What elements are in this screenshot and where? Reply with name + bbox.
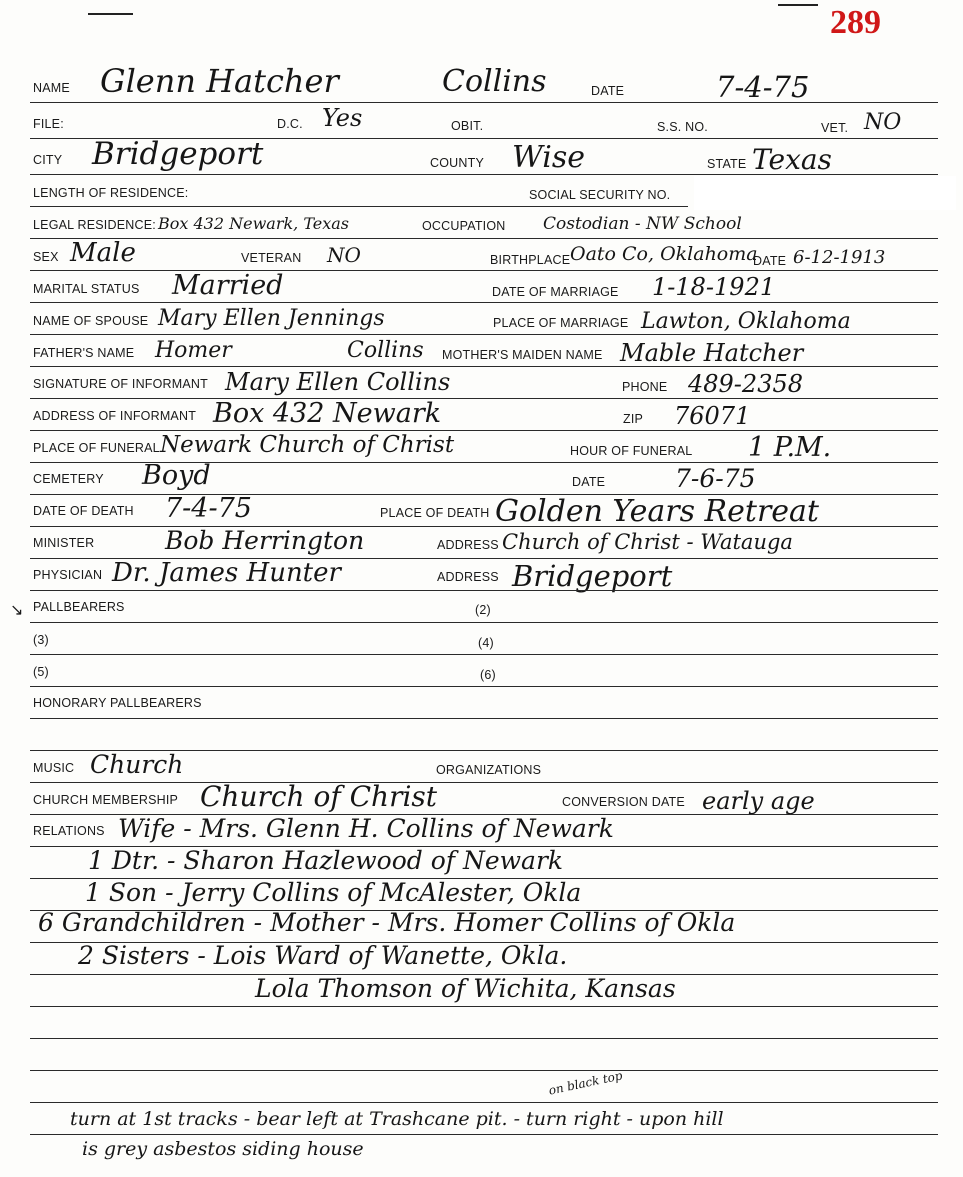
mother-value: Mable Hatcher [620, 339, 804, 367]
marital-status-label: MARITAL STATUS [33, 282, 140, 296]
funeral-hour-label: HOUR OF FUNERAL [570, 444, 693, 458]
church-membership-label: CHURCH MEMBERSHIP [33, 793, 179, 807]
minister-address-value: Church of Christ - Watauga [502, 530, 793, 554]
minister-value: Bob Herrington [165, 526, 365, 555]
date-of-death-label: DATE OF DEATH [33, 504, 134, 518]
birthplace-label: BIRTHPLACE [490, 253, 571, 267]
informant-address-value: Box 432 Newark [213, 398, 442, 429]
relation-line-2: 1 Dtr. - Sharon Hazlewood of Newark [88, 846, 564, 875]
zip-value: 76071 [674, 402, 751, 430]
phone-value: 489-2358 [688, 370, 803, 398]
rule-signature [30, 398, 938, 399]
informant-address-label: ADDRESS OF INFORMANT [33, 409, 197, 423]
rule-pall3 [30, 686, 938, 687]
father-first: Homer [155, 338, 232, 363]
rule-rel6 [30, 1006, 938, 1007]
informant-signature-value: Mary Ellen Collins [225, 368, 451, 396]
pallbearer-5: (5) [33, 665, 49, 679]
rule-spouse [30, 334, 938, 335]
city-label: CITY [33, 153, 63, 167]
rule-honorary [30, 718, 938, 719]
rule-sex [30, 270, 938, 271]
page-number: 289 [830, 4, 881, 41]
rule-blank3 [30, 1070, 938, 1071]
rule-city [30, 174, 938, 175]
conversion-date-label: CONVERSION DATE [562, 795, 685, 809]
pallbearer-2: (2) [475, 603, 491, 617]
place-of-death-label: PLACE OF DEATH [380, 506, 490, 520]
physician-label: PHYSICIAN [33, 568, 103, 582]
date-of-marriage-value: 1-18-1921 [652, 273, 776, 301]
state-label: STATE [707, 157, 747, 171]
relation-line-3: 1 Son - Jerry Collins of McAlester, Okla [85, 878, 582, 907]
informant-signature-label: SIGNATURE OF INFORMANT [33, 377, 208, 391]
relation-line-6: Lola Thomson of Wichita, Kansas [255, 974, 676, 1003]
date-of-marriage-label: DATE OF MARRIAGE [492, 285, 619, 299]
rule-parents [30, 366, 938, 367]
phone-label: PHONE [622, 380, 668, 394]
date-of-death-value: 7-4-75 [165, 493, 252, 524]
place-of-death-value: Golden Years Retreat [495, 494, 819, 529]
rule-name [30, 102, 938, 103]
name-value: Glenn Hatcher [100, 62, 339, 100]
vet-label: VET. [821, 121, 849, 135]
rule-pall2 [30, 654, 938, 655]
pallbearers-label: PALLBEARERS [33, 600, 125, 614]
social-security-label: SOCIAL SECURITY NO. [529, 188, 671, 202]
rule-legal [30, 238, 938, 239]
veteran-label: VETERAN [241, 251, 302, 265]
top-mark [88, 13, 133, 15]
music-value: Church [90, 750, 184, 779]
occupation-value: Costodian - NW School [543, 214, 742, 234]
surname-value: Collins [442, 64, 547, 99]
legal-residence-label: LEGAL RESIDENCE: [33, 218, 156, 232]
physician-value: Dr. James Hunter [112, 558, 341, 588]
date-value: 7-4-75 [716, 70, 810, 104]
rule-blank2 [30, 1038, 938, 1039]
pallbearer-3: (3) [33, 633, 49, 647]
directions-line-2: is grey asbestos siding house [82, 1138, 364, 1160]
place-of-marriage-label: PLACE OF MARRIAGE [493, 316, 629, 330]
name-label: NAME [33, 81, 70, 95]
cemetery-value: Boyd [142, 460, 211, 491]
physician-address-value: Bridgeport [512, 559, 673, 593]
legal-residence-value: Box 432 Newark, Texas [158, 214, 350, 233]
spouse-value: Mary Ellen Jennings [158, 306, 385, 331]
redaction-box [694, 176, 956, 210]
dc-label: D.C. [277, 117, 303, 131]
occupation-label: OCCUPATION [422, 219, 506, 233]
relation-line-5: 2 Sisters - Lois Ward of Wanette, Okla. [78, 941, 568, 970]
pallbearer-6: (6) [480, 668, 496, 682]
father-label: FATHER'S NAME [33, 346, 135, 360]
vet-value: NO [864, 110, 902, 135]
cemetery-date-value: 7-6-75 [675, 464, 756, 493]
music-label: MUSIC [33, 761, 75, 775]
directions-line-1: turn at 1st tracks - bear left at Trashcane pit. - turn right - upon hill [70, 1108, 724, 1130]
funeral-place-label: PLACE OF FUNERAL [33, 441, 160, 455]
funeral-place-value: Newark Church of Christ [160, 432, 455, 458]
rule-informant-address [30, 430, 938, 431]
obit-label: OBIT. [451, 119, 484, 133]
minister-address-label: ADDRESS [437, 538, 499, 552]
directions-insert: on black top [547, 1068, 624, 1098]
church-membership-value: Church of Christ [200, 780, 438, 813]
minister-label: MINISTER [33, 536, 95, 550]
rule-pall1 [30, 622, 938, 623]
rule-residence [30, 206, 688, 207]
birthdate-label: DATE [753, 254, 787, 268]
cemetery-date-label: DATE [572, 475, 606, 489]
veteran-value: NO [327, 243, 361, 267]
county-value: Wise [512, 140, 586, 175]
birthplace-value: Oato Co, Oklahoma [570, 243, 758, 265]
ssno-label: S.S. NO. [657, 120, 708, 134]
sex-value: Male [70, 238, 136, 268]
city-value: Bridgeport [92, 136, 264, 172]
dc-value: Yes [322, 104, 363, 132]
file-label: FILE: [33, 117, 64, 131]
county-label: COUNTY [430, 156, 484, 170]
marital-status-value: Married [172, 270, 284, 301]
organizations-label: ORGANIZATIONS [436, 763, 542, 777]
margin-tick: ↘ [10, 602, 24, 619]
relations-label: RELATIONS [33, 824, 105, 838]
pallbearer-4: (4) [478, 636, 494, 650]
rule-music [30, 782, 938, 783]
state-value: Texas [752, 143, 832, 176]
mother-label: MOTHER'S MAIDEN NAME [442, 348, 603, 362]
zip-label: ZIP [623, 412, 644, 426]
place-of-marriage-value: Lawton, Oklahoma [641, 309, 851, 334]
top-mark-right [778, 4, 818, 6]
rule-physician [30, 590, 938, 591]
sex-label: SEX [33, 250, 59, 264]
length-of-residence-label: LENGTH OF RESIDENCE: [33, 186, 189, 200]
physician-address-label: ADDRESS [437, 570, 499, 584]
rule-directions [30, 1134, 938, 1135]
conversion-date-value: early age [702, 787, 815, 815]
rule-blank4 [30, 1102, 938, 1103]
father-last: Collins [347, 338, 424, 363]
cemetery-label: CEMETERY [33, 472, 104, 486]
spouse-label: NAME OF SPOUSE [33, 314, 149, 328]
relation-line-1: Wife - Mrs. Glenn H. Collins of Newark [118, 814, 614, 843]
honorary-pallbearers-label: HONORARY PALLBEARERS [33, 696, 202, 710]
birthdate-value: 6-12-1913 [793, 247, 886, 268]
rule-marital [30, 302, 938, 303]
date-label: DATE [591, 84, 625, 98]
funeral-hour-value: 1 P.M. [748, 432, 832, 463]
relation-line-4: 6 Grandchildren - Mother - Mrs. Homer Collins of Okla [38, 908, 736, 937]
